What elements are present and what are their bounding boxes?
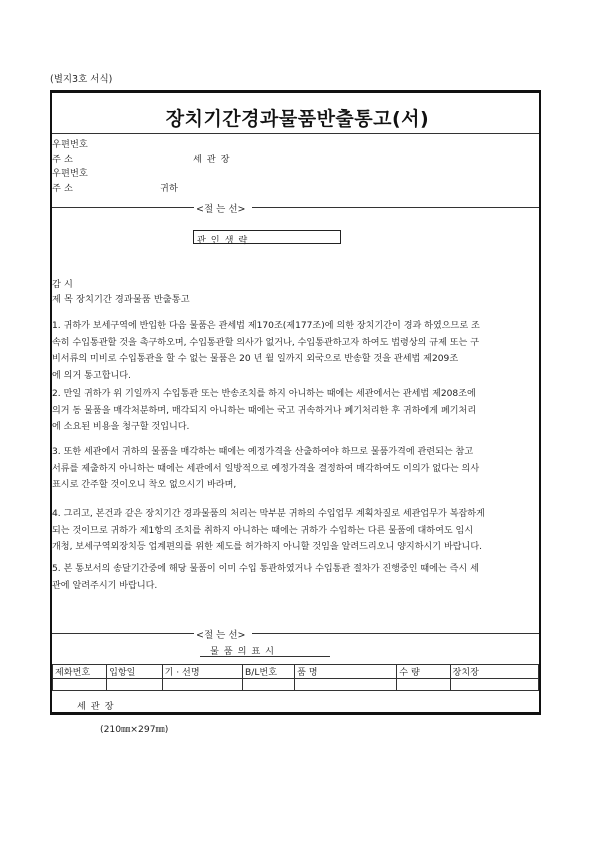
table-cell [107, 679, 162, 691]
paragraph-line: 관에 알려주시기 바랍니다. [52, 580, 158, 591]
cut-line-label: <절 는 선> [196, 204, 246, 215]
cut-line-right-2 [252, 633, 539, 634]
paragraph-line: 비서류의 미비로 수입통관을 할 수 없는 물품은 20 년 월 일까지 외국으로 반송할 것을 관세법 제209조 [52, 354, 459, 364]
goods-table [52, 664, 539, 691]
header-cell: 품 명 [295, 665, 397, 679]
paragraph-line: 서류를 제출하지 아니하는 때에는 세관에서 일방적으로 예정가격을 결정하여 매각하여도 이의가 없다는 의사 [52, 463, 480, 474]
paragraph-line: 3. 또한 세관에서 귀하의 물품을 매각하는 때에는 예정가격을 산출하여야 하므로 물품가격에 관련되는 참고 [52, 447, 474, 457]
paragraph-1 [52, 318, 539, 384]
paragraph-line: 1. 귀하가 보세구역에 반입한 다음 물품은 관세법 제170조(제177조)에 의한 장치기간이 경과 하였으므로 조 [52, 321, 480, 331]
paragraph-line: 속히 수입통관할 것을 촉구하오며, 수입통관할 의사가 없거나, 수입통관하고자 하여도 법령상의 규제 또는 구 [52, 337, 479, 348]
form-number: (별지3호 서식) [50, 74, 113, 85]
table-cell [53, 679, 107, 691]
paragraph-4 [52, 506, 539, 556]
header-cell: 수 량 [397, 665, 450, 679]
paragraph-3 [52, 444, 539, 494]
address-label-1: 주 소 [52, 154, 73, 165]
header-cell: B/L번호 [243, 665, 295, 679]
address-label-2: 주 소 [52, 183, 73, 194]
paragraph-5 [52, 561, 539, 594]
office-name: 세 관 장 [193, 154, 231, 165]
title-rule-top [52, 133, 539, 134]
cut-line-label-2: <절 는 선> [196, 630, 246, 641]
postal-label-2: 우편번호 [52, 168, 88, 179]
cut-line-right [252, 207, 539, 208]
postal-label-1: 우편번호 [52, 139, 88, 150]
goods-heading-underline [200, 656, 330, 657]
paragraph-line: 5. 본 통보서의 송달기간중에 해당 물품이 이미 수입 통관하였거나 수입통관 절차가 진행중인 때에는 즉시 세 [52, 564, 479, 574]
table-cell [295, 679, 397, 691]
goods-heading: 물 품 의 표 시 [210, 646, 276, 657]
paragraph-line: 개청, 보세구역외장치등 업계편의를 위한 제도를 허가하지 아니할 것임을 알려드리오니 양지하시기 바랍니다. [52, 542, 482, 552]
table-cell [243, 679, 295, 691]
subject-line: 제 목 장치기간 경과물품 반출통고 [52, 294, 190, 305]
header-cell: 장치장 [450, 665, 538, 679]
table-header-row [53, 665, 539, 679]
salutation: 감 시 [52, 279, 73, 290]
footer-office: 세 관 장 [77, 701, 115, 712]
cut-line-left [52, 207, 194, 208]
header-cell: 제화번호 [53, 665, 107, 679]
header-cell: 기 · 선명 [162, 665, 242, 679]
header-cell: 입항일 [107, 665, 162, 679]
paragraph-line: 에 소요된 비용을 청구할 것입니다. [52, 422, 190, 432]
paragraph-line: 4. 그리고, 본건과 같은 장치기간 경과물품의 처리는 막부분 귀하의 수입업무 계획차질로 세관업무가 복잡하게 [52, 509, 485, 519]
document-title: 장치기간경과물품반출통고(서) [165, 108, 430, 130]
paragraph-line: 에 의거 통고합니다. [52, 370, 131, 381]
table-cell [450, 679, 538, 691]
paragraph-line: 되는 것이므로 귀하가 제1항의 조치를 취하지 아니하는 때에는 귀하가 수입하는 다른 물품에 대하여도 임시 [52, 525, 474, 536]
paragraph-line: 표시로 간주할 것이오니 착오 없으시기 바라며, [52, 480, 237, 490]
seal-omitted-label: 관 인 생 략 [197, 235, 249, 246]
paragraph-2 [52, 386, 539, 436]
honorific: 귀하 [160, 183, 178, 194]
table-cell [162, 679, 242, 691]
paragraph-line: 의거 동 물품을 매각처분하며, 매각되지 아니하는 때에는 국고 귀속하거나 폐기처리한 후 귀하에게 폐기처리 [52, 405, 477, 416]
paragraph-line: 2. 만일 귀하가 위 기일까지 수입통관 또는 반송조치를 하지 아니하는 때에는 세관에서는 관세법 제208조에 [52, 389, 476, 399]
table-row [53, 679, 539, 691]
cut-line-left-2 [52, 633, 194, 634]
table-cell [397, 679, 450, 691]
paper-size-note: (210㎜×297㎜) [100, 724, 169, 735]
